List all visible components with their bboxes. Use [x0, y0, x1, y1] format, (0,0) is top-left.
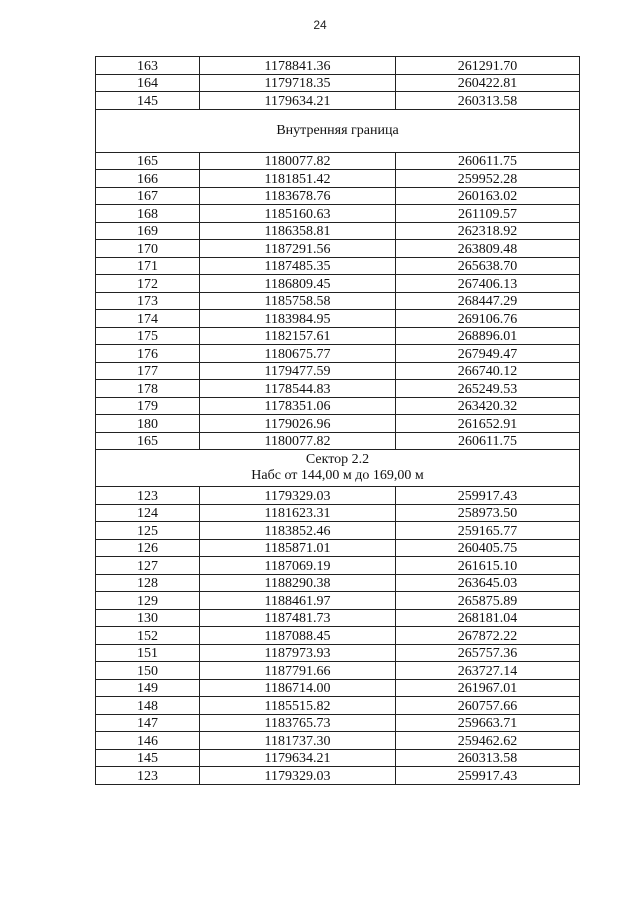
y-coordinate-cell: 261652.91: [396, 415, 580, 433]
point-number-cell: 127: [96, 557, 200, 575]
point-number-cell: 149: [96, 679, 200, 697]
y-coordinate-cell: 265757.36: [396, 644, 580, 662]
table-row: [96, 257, 580, 275]
y-coordinate-cell: 260611.75: [396, 432, 580, 450]
x-coordinate-cell: 1180077.82: [200, 152, 396, 170]
coordinates-table: [95, 56, 580, 785]
x-coordinate-cell: 1183852.46: [200, 522, 396, 540]
point-number-cell: 123: [96, 767, 200, 785]
x-coordinate-cell: 1188461.97: [200, 592, 396, 610]
sector-title: Сектор 2.2: [305, 451, 370, 467]
point-number-cell: 173: [96, 292, 200, 310]
table-row: [96, 327, 580, 345]
table-row: [96, 345, 580, 363]
x-coordinate-cell: 1178544.83: [200, 380, 396, 398]
table-row: [96, 557, 580, 575]
x-coordinate-cell: 1179634.21: [200, 749, 396, 767]
y-coordinate-cell: 260422.81: [396, 74, 580, 92]
table-row: [96, 662, 580, 680]
table-row: [96, 362, 580, 380]
y-coordinate-cell: 260313.58: [396, 92, 580, 110]
point-number-cell: 170: [96, 240, 200, 258]
section-title-sector-2-2: [96, 450, 580, 487]
point-number-cell: 146: [96, 732, 200, 750]
point-number-cell: 150: [96, 662, 200, 680]
point-number-cell: 165: [96, 432, 200, 450]
point-number-cell: 177: [96, 362, 200, 380]
y-coordinate-cell: 261615.10: [396, 557, 580, 575]
x-coordinate-cell: 1181737.30: [200, 732, 396, 750]
y-coordinate-cell: 268181.04: [396, 609, 580, 627]
coordinates-group-outer: [96, 57, 580, 110]
table-row: [96, 187, 580, 205]
section-header-row: [96, 450, 580, 487]
y-coordinate-cell: 259952.28: [396, 170, 580, 188]
x-coordinate-cell: 1179718.35: [200, 74, 396, 92]
x-coordinate-cell: 1179329.03: [200, 487, 396, 505]
point-number-cell: 151: [96, 644, 200, 662]
x-coordinate-cell: 1179634.21: [200, 92, 396, 110]
point-number-cell: 124: [96, 504, 200, 522]
point-number-cell: 169: [96, 222, 200, 240]
x-coordinate-cell: 1180077.82: [200, 432, 396, 450]
point-number-cell: 167: [96, 187, 200, 205]
y-coordinate-cell: 261109.57: [396, 205, 580, 223]
section-row-sector-2-2: [96, 450, 580, 487]
table-row: [96, 415, 580, 433]
x-coordinate-cell: 1183984.95: [200, 310, 396, 328]
section-row-inner-boundary: [96, 109, 580, 152]
table-row: [96, 767, 580, 785]
point-number-cell: 179: [96, 397, 200, 415]
table-row: [96, 275, 580, 293]
x-coordinate-cell: 1183765.73: [200, 714, 396, 732]
sector-height-range: Набс от 144,00 м до 169,00 м: [251, 468, 424, 483]
table-row: [96, 609, 580, 627]
table-row: [96, 522, 580, 540]
x-coordinate-cell: 1187291.56: [200, 240, 396, 258]
point-number-cell: 152: [96, 627, 200, 645]
y-coordinate-cell: 265875.89: [396, 592, 580, 610]
y-coordinate-cell: 261291.70: [396, 57, 580, 75]
point-number-cell: 147: [96, 714, 200, 732]
y-coordinate-cell: 259917.43: [396, 487, 580, 505]
x-coordinate-cell: 1182157.61: [200, 327, 396, 345]
x-coordinate-cell: 1186809.45: [200, 275, 396, 293]
y-coordinate-cell: 258973.50: [396, 504, 580, 522]
point-number-cell: 165: [96, 152, 200, 170]
point-number-cell: 180: [96, 415, 200, 433]
table-row: [96, 679, 580, 697]
table-row: [96, 574, 580, 592]
y-coordinate-cell: 268896.01: [396, 327, 580, 345]
point-number-cell: 130: [96, 609, 200, 627]
x-coordinate-cell: 1178351.06: [200, 397, 396, 415]
point-number-cell: 172: [96, 275, 200, 293]
table-row: [96, 432, 580, 450]
point-number-cell: 164: [96, 74, 200, 92]
x-coordinate-cell: 1185871.01: [200, 539, 396, 557]
y-coordinate-cell: 260405.75: [396, 539, 580, 557]
y-coordinate-cell: 267949.47: [396, 345, 580, 363]
x-coordinate-cell: 1187485.35: [200, 257, 396, 275]
table-row: [96, 397, 580, 415]
x-coordinate-cell: 1179026.96: [200, 415, 396, 433]
y-coordinate-cell: 260611.75: [396, 152, 580, 170]
point-number-cell: 166: [96, 170, 200, 188]
point-number-cell: 128: [96, 574, 200, 592]
table-row: [96, 310, 580, 328]
x-coordinate-cell: 1181851.42: [200, 170, 396, 188]
point-number-cell: 126: [96, 539, 200, 557]
y-coordinate-cell: 262318.92: [396, 222, 580, 240]
table-row: [96, 504, 580, 522]
table-row: [96, 57, 580, 75]
x-coordinate-cell: 1179329.03: [200, 767, 396, 785]
y-coordinate-cell: 263420.32: [396, 397, 580, 415]
y-coordinate-cell: 263809.48: [396, 240, 580, 258]
x-coordinate-cell: 1187481.73: [200, 609, 396, 627]
point-number-cell: 176: [96, 345, 200, 363]
y-coordinate-cell: 259663.71: [396, 714, 580, 732]
table-row: [96, 627, 580, 645]
coordinates-group-sector-2-2: [96, 487, 580, 785]
y-coordinate-cell: 267872.22: [396, 627, 580, 645]
table-row: [96, 240, 580, 258]
table-row: [96, 732, 580, 750]
x-coordinate-cell: 1186714.00: [200, 679, 396, 697]
table-row: [96, 205, 580, 223]
x-coordinate-cell: 1181623.31: [200, 504, 396, 522]
x-coordinate-cell: 1179477.59: [200, 362, 396, 380]
x-coordinate-cell: 1187973.93: [200, 644, 396, 662]
table-row: [96, 749, 580, 767]
y-coordinate-cell: 265249.53: [396, 380, 580, 398]
point-number-cell: 168: [96, 205, 200, 223]
x-coordinate-cell: 1187088.45: [200, 627, 396, 645]
x-coordinate-cell: 1180675.77: [200, 345, 396, 363]
table-row: [96, 292, 580, 310]
y-coordinate-cell: 260163.02: [396, 187, 580, 205]
point-number-cell: 175: [96, 327, 200, 345]
point-number-cell: 174: [96, 310, 200, 328]
point-number-cell: 123: [96, 487, 200, 505]
table-row: [96, 222, 580, 240]
point-number-cell: 148: [96, 697, 200, 715]
y-coordinate-cell: 266740.12: [396, 362, 580, 380]
section-title-inner-boundary: Внутренняя граница: [96, 109, 580, 152]
table-row: [96, 74, 580, 92]
table-row: [96, 714, 580, 732]
x-coordinate-cell: 1185515.82: [200, 697, 396, 715]
y-coordinate-cell: 263645.03: [396, 574, 580, 592]
point-number-cell: 171: [96, 257, 200, 275]
x-coordinate-cell: 1186358.81: [200, 222, 396, 240]
x-coordinate-cell: 1187791.66: [200, 662, 396, 680]
table-row: [96, 697, 580, 715]
y-coordinate-cell: 263727.14: [396, 662, 580, 680]
y-coordinate-cell: 259917.43: [396, 767, 580, 785]
table-row: [96, 539, 580, 557]
table-row: [96, 644, 580, 662]
x-coordinate-cell: 1188290.38: [200, 574, 396, 592]
x-coordinate-cell: 1183678.76: [200, 187, 396, 205]
y-coordinate-cell: 259462.62: [396, 732, 580, 750]
y-coordinate-cell: 260313.58: [396, 749, 580, 767]
table-row: [96, 487, 580, 505]
table-row: [96, 592, 580, 610]
x-coordinate-cell: 1187069.19: [200, 557, 396, 575]
table-row: [96, 152, 580, 170]
page-number: 24: [313, 18, 327, 32]
y-coordinate-cell: 269106.76: [396, 310, 580, 328]
table-row: [96, 170, 580, 188]
y-coordinate-cell: 259165.77: [396, 522, 580, 540]
point-number-cell: 125: [96, 522, 200, 540]
x-coordinate-cell: 1178841.36: [200, 57, 396, 75]
table-row: [96, 380, 580, 398]
section-header-row: [96, 109, 580, 152]
table-row: [96, 92, 580, 110]
x-coordinate-cell: 1185758.58: [200, 292, 396, 310]
point-number-cell: 145: [96, 92, 200, 110]
coordinates-group-inner: [96, 152, 580, 450]
y-coordinate-cell: 267406.13: [396, 275, 580, 293]
y-coordinate-cell: 261967.01: [396, 679, 580, 697]
point-number-cell: 145: [96, 749, 200, 767]
point-number-cell: 129: [96, 592, 200, 610]
y-coordinate-cell: 260757.66: [396, 697, 580, 715]
y-coordinate-cell: 268447.29: [396, 292, 580, 310]
y-coordinate-cell: 265638.70: [396, 257, 580, 275]
point-number-cell: 178: [96, 380, 200, 398]
point-number-cell: 163: [96, 57, 200, 75]
x-coordinate-cell: 1185160.63: [200, 205, 396, 223]
